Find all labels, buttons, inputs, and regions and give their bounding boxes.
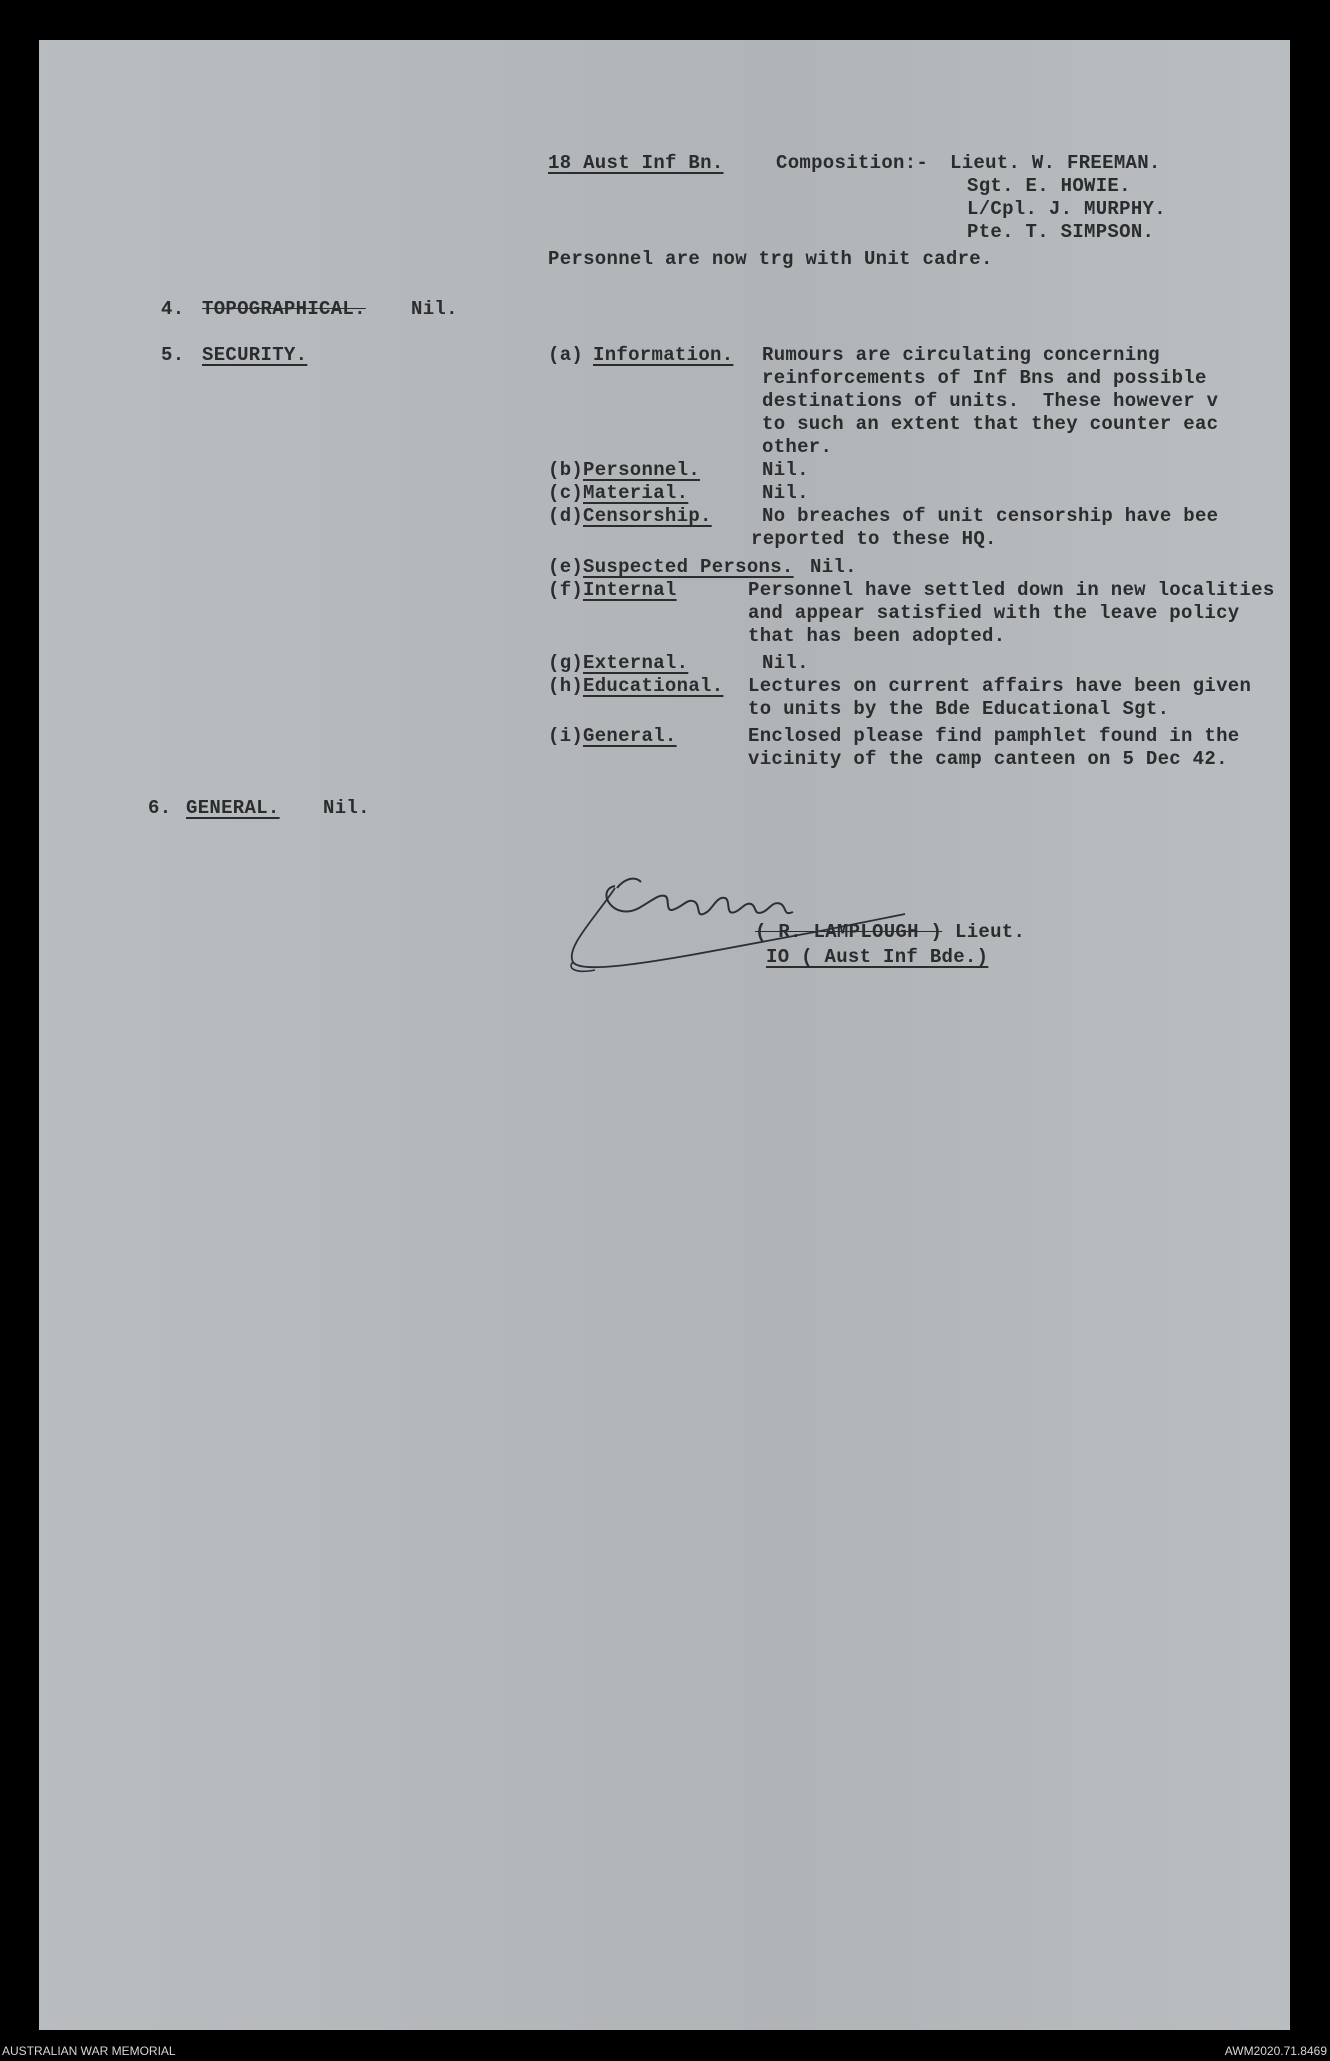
document-page xyxy=(39,40,1290,2030)
item-h-line-2: to units by the Bde Educational Sgt. xyxy=(748,698,1170,720)
section-5-number: 5. xyxy=(161,344,185,366)
item-a-line-4: to such an extent that they counter eac xyxy=(762,413,1219,435)
item-d-key: (d) xyxy=(548,505,584,527)
member-2: Sgt. E. HOWIE. xyxy=(967,175,1131,197)
section-4-value: Nil. xyxy=(411,298,458,320)
section-6-title: GENERAL. xyxy=(186,797,280,819)
item-d-line-2: reported to these HQ. xyxy=(751,528,997,550)
item-h-line-1: Lectures on current affairs have been given xyxy=(748,675,1252,697)
section-6-value: Nil. xyxy=(323,797,370,819)
item-g-key: (g) xyxy=(548,652,584,674)
item-e-line-1: Nil. xyxy=(810,556,857,578)
item-f-line-2: and appear satisfied with the leave policy xyxy=(748,602,1240,624)
member-3: L/Cpl. J. MURPHY. xyxy=(967,198,1166,220)
item-a-line-1: Rumours are circulating concerning xyxy=(762,344,1160,366)
item-i-key: (i) xyxy=(548,725,584,747)
composition-label: Composition:- xyxy=(776,152,929,174)
item-f-label: Internal xyxy=(583,579,677,601)
footer-institution: AUSTRALIAN WAR MEMORIAL xyxy=(2,2044,176,2058)
personnel-note: Personnel are now trg with Unit cadre. xyxy=(548,248,993,270)
member-4: Pte. T. SIMPSON. xyxy=(967,221,1155,243)
handwritten-signature xyxy=(555,858,935,988)
item-b-label: Personnel. xyxy=(583,459,701,481)
item-f-key: (f) xyxy=(548,579,584,601)
item-i-line-1: Enclosed please find pamphlet found in the xyxy=(748,725,1240,747)
item-e-label: Suspected Persons. xyxy=(583,556,794,578)
footer-accession-number: AWM2020.71.8469 xyxy=(1224,2044,1327,2058)
unit-name: 18 Aust Inf Bn. xyxy=(548,152,724,174)
item-i-line-2: vicinity of the camp canteen on 5 Dec 42. xyxy=(748,748,1228,770)
item-b-key: (b) xyxy=(548,459,584,481)
item-d-line-1: No breaches of unit censorship have bee xyxy=(762,505,1219,527)
signatory-rank: Lieut. xyxy=(955,921,1026,943)
item-g-line-1: Nil. xyxy=(762,652,809,674)
item-a-line-2: reinforcements of Inf Bns and possible xyxy=(762,367,1207,389)
item-h-key: (h) xyxy=(548,675,584,697)
section-6-number: 6. xyxy=(148,797,172,819)
item-a-line-5: other. xyxy=(762,436,833,458)
item-e-key: (e) xyxy=(548,556,584,578)
item-c-line-1: Nil. xyxy=(762,482,809,504)
item-a-line-3: destinations of units. These however v xyxy=(762,390,1219,412)
item-g-label: External. xyxy=(583,652,689,674)
item-a-key: (a) xyxy=(548,344,584,366)
item-i-label: General. xyxy=(583,725,677,747)
item-c-key: (c) xyxy=(548,482,584,504)
signatory-title: IO ( Aust Inf Bde.) xyxy=(766,946,989,968)
section-5-title: SECURITY. xyxy=(202,344,308,366)
signatory-name: ( R. LAMPLOUGH ) xyxy=(755,921,943,943)
item-f-line-3: that has been adopted. xyxy=(748,625,1006,647)
item-d-label: Censorship. xyxy=(583,505,712,527)
item-f-line-1: Personnel have settled down in new localities xyxy=(748,579,1275,601)
section-4-title: TOPOGRAPHICAL. xyxy=(202,298,366,320)
item-h-label: Educational. xyxy=(583,675,724,697)
member-1: Lieut. W. FREEMAN. xyxy=(950,152,1161,174)
item-c-label: Material. xyxy=(583,482,689,504)
section-4-number: 4. xyxy=(161,298,185,320)
item-b-line-1: Nil. xyxy=(762,459,809,481)
item-a-label: Information. xyxy=(593,344,734,366)
